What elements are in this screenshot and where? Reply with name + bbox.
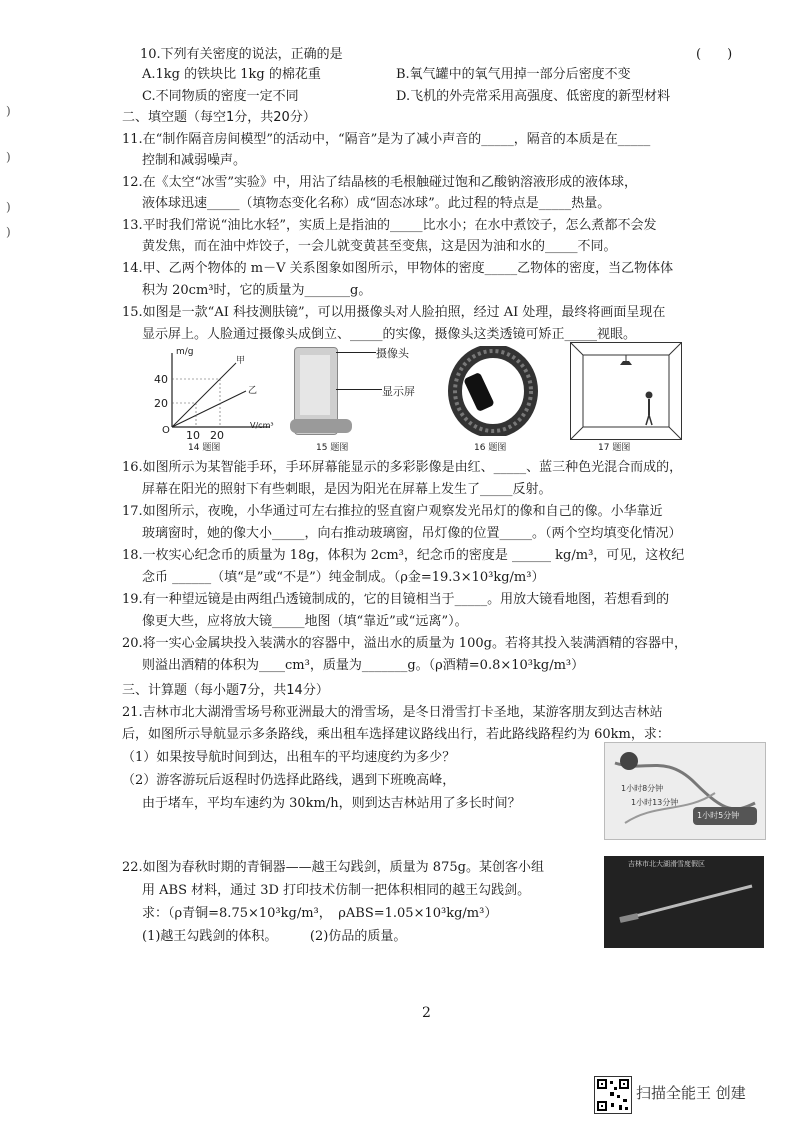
q21-line2: 后，如图所示导航显示多条路线，乘出租车选择建议路线出行，若此路线路程约为 60km，求： bbox=[122, 727, 670, 742]
figure-16-wristband bbox=[448, 346, 538, 436]
q17-line2: 玻璃窗时，她的像大小_____，向右推动玻璃窗，吊灯像的位置_____。（两个空均填变化情况） bbox=[142, 526, 682, 541]
figure-16-caption: 16 题图 bbox=[474, 443, 507, 453]
x-axis-label: V/cm³ bbox=[250, 421, 274, 430]
screen-label: 显示屏 bbox=[382, 385, 415, 398]
route-time-1: 1小时8分钟 bbox=[621, 784, 664, 793]
q12-line1: 12.在《太空“冰雪”实验》中，用沾了结晶核的毛根触碰过饱和乙酸钠溶液形成的液体球， bbox=[122, 175, 637, 190]
q12-line2: 液体球迅速_____（填物态变化名称）成“固态冰球”。此过程的特点是_____热量。 bbox=[142, 196, 611, 211]
q21-line1: 21.吉林市北大湖滑雪场号称亚洲最大的滑雪场，是冬日滑雪打卡圣地，某游客朋友到达吉林站 bbox=[122, 705, 663, 720]
y-tick-40: 40 bbox=[154, 373, 168, 386]
q13-line1: 13.平时我们常说“油比水轻”，实质上是指油的_____比水小；在水中煮饺子，怎么煮都不会发 bbox=[122, 218, 657, 233]
origin-label: O bbox=[162, 425, 170, 436]
margin-mark: ) bbox=[6, 150, 11, 164]
figure-17-caption: 17 题图 bbox=[598, 443, 631, 453]
route-time-2: 1小时13分钟 bbox=[631, 798, 679, 807]
q10-option-a: A.1kg 的铁块比 1kg 的棉花重 bbox=[142, 67, 321, 82]
margin-mark: ) bbox=[6, 104, 11, 118]
q10-option-b: B.氧气罐中的氧气用掉一部分后密度不变 bbox=[396, 67, 631, 82]
route-time-3: 1小时5分钟 bbox=[697, 811, 740, 820]
q18-line1: 18.一枚实心纪念币的质量为 18g，体积为 2cm³，纪念币的密度是 ______ kg/m³，可见，这枚纪 bbox=[122, 548, 685, 563]
figure-17-room bbox=[570, 342, 682, 440]
figure-14-caption: 14 题图 bbox=[188, 443, 221, 453]
q21-sub1: （1）如果按导航时间到达，出租车的平均速度约为多少？ bbox=[122, 750, 456, 765]
q20-line2: 则溢出酒精的体积为____cm³，质量为_______g。（ρ酒精=0.8×10³kg/m³） bbox=[142, 658, 585, 673]
x-tick-10: 10 bbox=[186, 429, 200, 442]
y-tick-20: 20 bbox=[154, 397, 168, 410]
navigation-map-image bbox=[604, 742, 766, 840]
figure-15-mirror bbox=[288, 343, 428, 439]
q15-line2: 显示屏上。人脸通过摄像头成倒立、_____的实像，摄像头这类透镜可矫正_____视眼。 bbox=[142, 327, 637, 342]
q22-line4: (1)越王勾践剑的体积。 (2)仿品的质量。 bbox=[142, 929, 407, 944]
q22-line2: 用 ABS 材料，通过 3D 打印技术仿制一把体积相同的越王勾践剑。 bbox=[142, 883, 531, 898]
camera-label: 摄像头 bbox=[376, 347, 409, 360]
q22-line1: 22.如图为春秋时期的青铜器——越王勾践剑，质量为 875g。某创客小组 bbox=[122, 860, 544, 875]
q13-line2: 黄发焦，而在油中炸饺子，一会儿就变黄甚至变焦，这是因为油和水的_____不同。 bbox=[142, 239, 617, 254]
q19-line1: 19.有一种望远镜是由两组凸透镜制成的，它的目镜相当于_____。用放大镜看地图，若想看到的 bbox=[122, 592, 670, 607]
q11-line2: 控制和减弱噪声。 bbox=[142, 153, 247, 168]
q10-option-d: D.飞机的外壳常采用高强度、低密度的新型材料 bbox=[396, 89, 671, 104]
q11-line1: 11.在“制作隔音房间模型”的活动中，“隔音”是为了减小声音的_____，隔音的本质是在_____ bbox=[122, 132, 651, 147]
series-yi-label: 乙 bbox=[248, 386, 258, 396]
mirror-screen bbox=[300, 355, 330, 415]
q14-line2: 积为 20cm³时，它的质量为_______g。 bbox=[142, 283, 372, 298]
qr-code-icon bbox=[594, 1076, 632, 1114]
q20-line1: 20.将一实心金属块投入装满水的容器中，溢出水的质量为 100g。若将其投入装满酒精的容器中， bbox=[122, 636, 687, 651]
q16-line2: 屏幕在阳光的照射下有些刺眼，是因为阳光在屏幕上发生了_____反射。 bbox=[142, 482, 552, 497]
q22-line3: 求：（ρ青铜=8.75×10³kg/m³， ρABS=1.05×10³kg/m³） bbox=[142, 906, 498, 921]
sword-image-caption: 吉林市北大湖滑雪度假区 bbox=[628, 860, 705, 868]
q16-line1: 16.如图所示为某智能手环，手环屏幕能显示的多彩影像是由红、_____、蓝三种色光混合而成的， bbox=[122, 460, 683, 475]
q17-line1: 17.如图所示，夜晚，小华通过可左右推拉的竖直窗户观察发光吊灯的像和自己的像。小华靠近 bbox=[122, 504, 663, 519]
sword-image bbox=[604, 856, 764, 948]
section-fill-blank-heading: 二、填空题（每空1分，共20分） bbox=[122, 110, 316, 125]
margin-mark: ) bbox=[6, 200, 11, 214]
q21-sub2-line1: （2）游客游玩后返程时仍选择此路线，遇到下班晚高峰， bbox=[122, 773, 456, 788]
page-number: 2 bbox=[422, 1005, 431, 1021]
scanner-watermark: 扫描全能王 创建 bbox=[636, 1084, 746, 1102]
q10-stem: 10.下列有关密度的说法，正确的是 bbox=[140, 47, 343, 62]
series-jia-label: 甲 bbox=[236, 356, 246, 366]
q19-line2: 像更大些，应将放大镜_____地图（填“靠近”或“远离”）。 bbox=[142, 614, 468, 629]
mirror-base bbox=[290, 419, 352, 433]
section-calculation-heading: 三、计算题（每小题7分，共14分） bbox=[122, 683, 329, 698]
answer-bracket: ( ) bbox=[696, 47, 733, 62]
q21-sub2-line2: 由于堵车，平均车速约为 30km/h，则到达吉林站用了多长时间？ bbox=[142, 796, 521, 811]
q18-line2: 念币 ______（填“是”或“不是”）纯金制成。（ρ金=19.3×10³kg/m³） bbox=[142, 570, 545, 585]
figure-14-graph bbox=[150, 345, 280, 455]
q10-option-c: C.不同物质的密度一定不同 bbox=[142, 89, 299, 104]
margin-mark: ) bbox=[6, 225, 11, 239]
y-axis-label: m/g bbox=[176, 347, 194, 357]
q14-line1: 14.甲、乙两个物体的 m－V 关系图象如图所示，甲物体的密度_____乙物体的密度，当乙物体体 bbox=[122, 261, 674, 276]
figure-15-caption: 15 题图 bbox=[316, 443, 349, 453]
q15-line1: 15.如图是一款“AI 科技测肤镜”，可以用摄像头对人脸拍照，经过 AI 处理，最终将画面呈现在 bbox=[122, 305, 666, 320]
x-tick-20: 20 bbox=[210, 429, 224, 442]
